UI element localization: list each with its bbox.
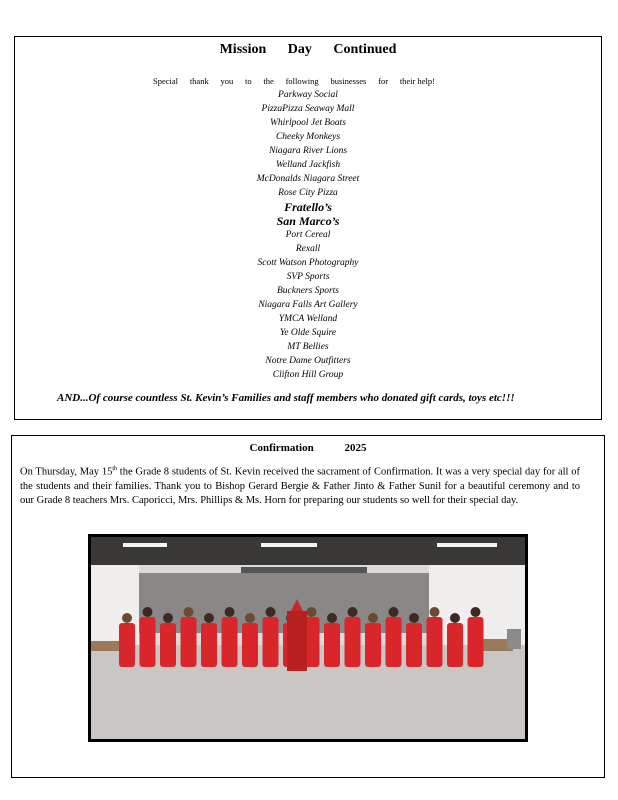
person-robe bbox=[324, 623, 340, 667]
confirmation-paragraph bbox=[20, 462, 580, 508]
group-photo-illustration bbox=[91, 537, 525, 739]
closing-line: AND...Of course countless St. Kevin’s Families and staff members who donated gift cards, toys etc!!! bbox=[57, 392, 515, 404]
person-robe bbox=[406, 623, 422, 667]
thanks-word: for bbox=[378, 76, 389, 86]
thanks-word: the bbox=[263, 76, 274, 86]
thanks-word: following bbox=[285, 76, 319, 86]
thanks-line bbox=[153, 76, 435, 86]
thanks-word: thank bbox=[189, 76, 209, 86]
business-item: Clifton Hill Group bbox=[272, 370, 344, 380]
person-head bbox=[368, 613, 378, 623]
confirmation-title: Confirmation 2025 bbox=[249, 442, 367, 454]
person-head bbox=[184, 607, 194, 617]
person-robe bbox=[263, 617, 279, 667]
thanks-word: businesses bbox=[330, 76, 367, 86]
business-item: MT Bellies bbox=[287, 342, 329, 352]
person-head bbox=[143, 607, 153, 617]
confirmation-section bbox=[11, 435, 605, 778]
thanks-word: you bbox=[220, 76, 234, 86]
business-item: Ye Olde Squire bbox=[279, 328, 337, 338]
business-item: Niagara Falls Art Gallery bbox=[258, 300, 358, 310]
bishop-figure bbox=[287, 611, 307, 671]
business-item: Whirlpool Jet Boats bbox=[270, 118, 346, 128]
paragraph-rest: the Grade 8 students of St. Kevin received the sacrament of Confirmation. It was a very special day for all of the students and their families. Thank you to Bishop Gerard Bergie & Father Jinto & Father Sunil for a beautiful ceremony and to our Grade 8 teachers Mrs. Caporicci, Mrs. Phillips & Ms. Horn for preparing our students so well for their special day. bbox=[20, 466, 580, 506]
business-item: Notre Dame Outfitters bbox=[265, 356, 351, 366]
business-item: Buckners Sports bbox=[276, 286, 339, 296]
business-item: Rose City Pizza bbox=[278, 188, 338, 198]
person-robe bbox=[140, 617, 156, 667]
person-head bbox=[204, 613, 214, 623]
thanks-word: to bbox=[245, 76, 252, 86]
business-item: San Marco’s bbox=[276, 214, 340, 228]
business-item: Welland Jackfish bbox=[275, 160, 341, 170]
person-head bbox=[266, 607, 276, 617]
business-item: Parkway Social bbox=[278, 90, 338, 100]
person-robe bbox=[345, 617, 361, 667]
person-head bbox=[327, 613, 337, 623]
person-head bbox=[471, 607, 481, 617]
person-head bbox=[409, 613, 419, 623]
person-head bbox=[163, 613, 173, 623]
ordinal-suffix: th bbox=[112, 466, 117, 472]
person-robe bbox=[222, 617, 238, 667]
person-robe bbox=[242, 623, 258, 667]
paragraph-start: On Thursday, May 15 bbox=[20, 466, 113, 478]
business-item: Niagara River Lions bbox=[268, 146, 348, 156]
person-head bbox=[450, 613, 460, 623]
thanks-word: Special bbox=[153, 76, 179, 86]
business-item: McDonalds Niagara Street bbox=[256, 174, 360, 184]
person-robe bbox=[427, 617, 443, 667]
mission-day-section bbox=[14, 36, 602, 420]
business-list bbox=[15, 88, 601, 382]
person-robe bbox=[181, 617, 197, 667]
business-item: Rexall bbox=[295, 244, 321, 254]
person-head bbox=[245, 613, 255, 623]
person-robe bbox=[365, 623, 381, 667]
person-head bbox=[430, 607, 440, 617]
person-robe bbox=[119, 623, 135, 667]
person-head bbox=[389, 607, 399, 617]
person-head bbox=[122, 613, 132, 623]
person-robe bbox=[201, 623, 217, 667]
person-head bbox=[348, 607, 358, 617]
business-item: Scott Watson Photography bbox=[257, 258, 359, 268]
confirmation-group-photo bbox=[88, 534, 528, 742]
person-head bbox=[225, 607, 235, 617]
business-item: Cheeky Monkeys bbox=[275, 132, 341, 142]
person-robe bbox=[468, 617, 484, 667]
person-robe bbox=[386, 617, 402, 667]
person-head bbox=[307, 607, 317, 617]
business-item: YMCA Welland bbox=[278, 314, 338, 324]
business-item: Port Cereal bbox=[285, 230, 331, 240]
business-item: PizzaPizza Seaway Mall bbox=[261, 104, 355, 114]
mission-day-title: Mission Day Continued bbox=[219, 42, 397, 57]
person-robe bbox=[160, 623, 176, 667]
business-item: SVP Sports bbox=[286, 272, 330, 282]
thanks-word: their help! bbox=[399, 76, 435, 86]
business-item: Fratello’s bbox=[284, 200, 332, 214]
person-robe bbox=[447, 623, 463, 667]
